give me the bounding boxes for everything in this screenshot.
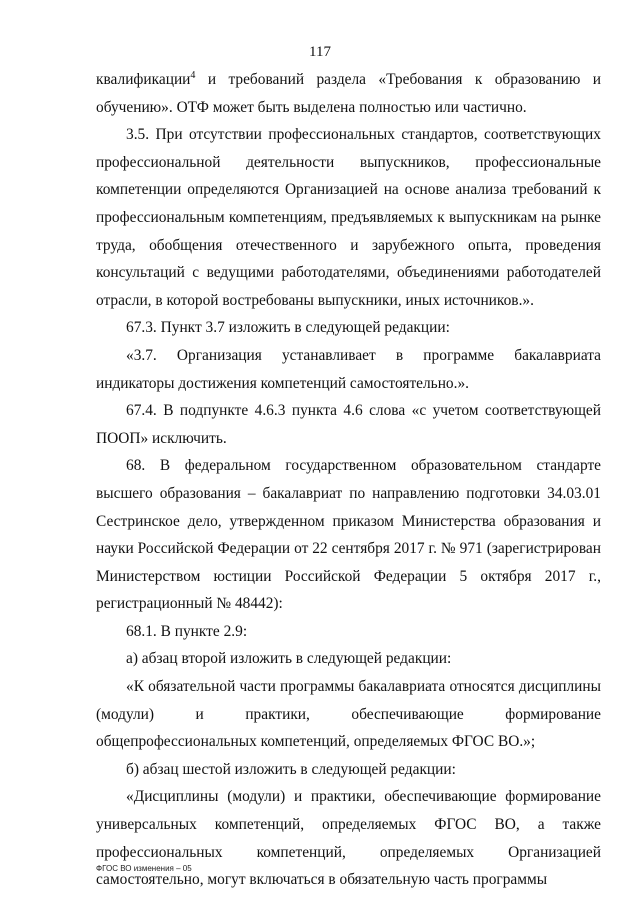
paragraph-4: «3.7. Организация устанавливает в программе бакалавриата индикаторы достижения компетенций самостоятельно.». <box>96 346 601 392</box>
paragraph-3: 67.3. Пункт 3.7 изложить в следующей редакции: <box>126 319 450 337</box>
paragraph-text: и требований раздела «Требования к образованию и обучению». ОТФ может быть выделена полностью или частично. <box>96 71 601 116</box>
footnote-marker: 4 <box>190 69 196 81</box>
paragraph-10: б) абзац шестой изложить в следующей редакции: <box>126 760 456 778</box>
paragraph-5: 67.4. В подпункте 4.6.3 пункта 4.6 слова «с учетом соответствующей ПООП» исключить. <box>96 402 601 447</box>
footer-note: ФГОС ВО изменения – 05 <box>96 864 192 873</box>
paragraph-6: 68. В федеральном государственном образовательном стандарте высшего образования – бакалавриат по направлению подготовки 34.03.01 Сестринское дело, утвержденном приказом Министерства образования и науки Российской Федерации от 22 сентября 2017 г. № 971 (зарегистрирован Министерством юстиции Российской Федерации 5 октября 2017 г., регистрационный № 48442): <box>96 457 601 613</box>
document-body <box>96 66 601 894</box>
paragraph-7: 68.1. В пункте 2.9: <box>126 622 248 640</box>
paragraph-8: а) абзац второй изложить в следующей редакции: <box>126 650 452 668</box>
paragraph-9: «К обязательной части программы бакалавриата относятся дисциплины (модули) и практики, обеспечивающие формирование общепрофессиональных компетенций, определяемых ФГОС ВО.»; <box>96 678 601 751</box>
paragraph-1 <box>96 66 601 121</box>
page-number: 117 <box>309 44 331 60</box>
paragraph-2: 3.5. При отсутствии профессиональных стандартов, соответствующих профессиональной деятельности выпускников, профессиональные компетенции определяются Организацией на основе анализа требований к профессиональным компетенциям, предъявляемых к выпускникам на рынке труда, обобщения отечественного и зарубежного опыта, проведения консультаций с ведущими работодателями, объединениями работодателей отрасли, в которой востребованы выпускники, иных источников.». <box>96 126 601 309</box>
paragraph-text: квалификации <box>96 71 191 88</box>
paragraph-11: «Дисциплины (модули) и практики, обеспечивающие формирование универсальных компетенций, определяемых ФГОС ВО, а также профессиональных компетенций, определяемых Организацией самостоятельно, могут включаться в обязательную часть программы <box>96 788 601 889</box>
